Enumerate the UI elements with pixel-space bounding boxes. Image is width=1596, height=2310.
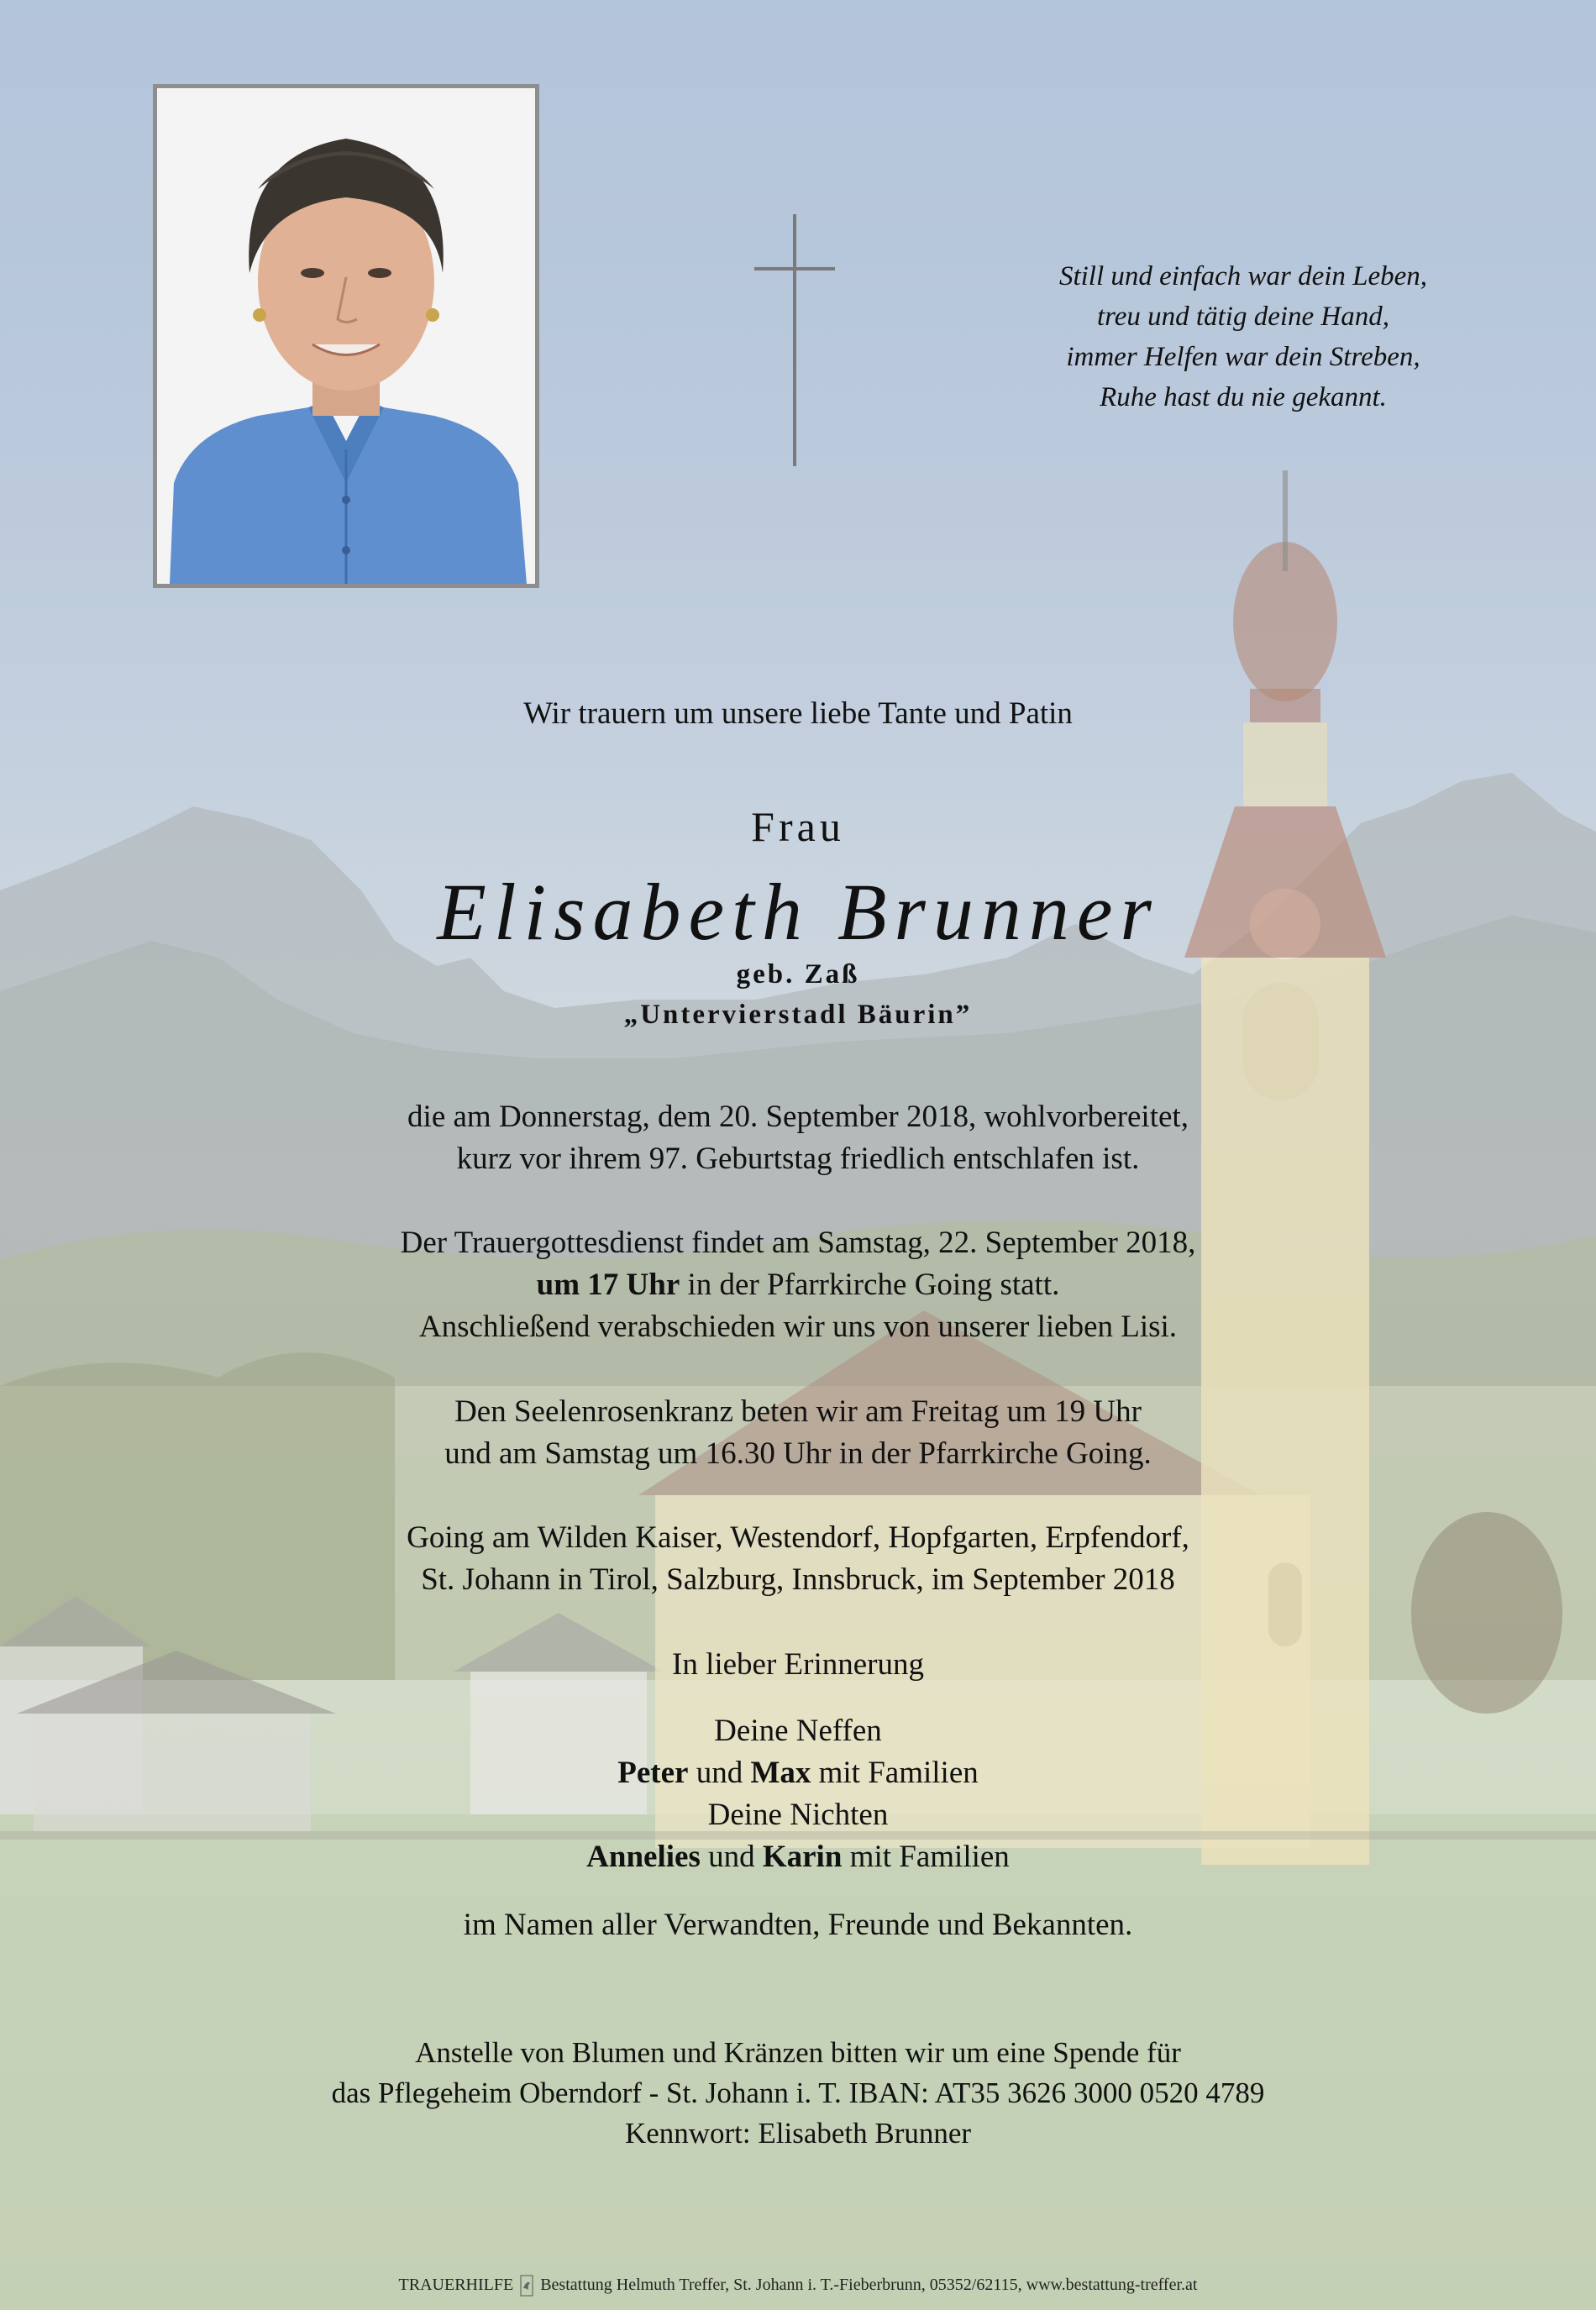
donation-line: Anstelle von Blumen und Kränzen bitten wir um eine Spende für	[415, 2036, 1181, 2069]
birth-name: geb. Zaß	[736, 959, 860, 990]
poem	[949, 256, 1537, 417]
mourner-name: Peter	[617, 1756, 689, 1790]
nephews-line	[0, 1752, 1596, 1794]
service-location: in der Pfarrkirche Going statt.	[680, 1268, 1060, 1302]
dove-logo-icon	[520, 2275, 533, 2297]
footer-text: Bestattung Helmuth Treffer, St. Johann i. T.-Fieberbrunn, 05352/62115, www.bestattung-treffer.at	[540, 2276, 1198, 2294]
memory-line: In lieber Erinnerung	[672, 1647, 924, 1682]
death-notice-line: kurz vor ihrem 97. Geburtstag friedlich entschlafen ist.	[456, 1142, 1140, 1176]
poem-line: Still und einfach war dein Leben,	[1058, 261, 1428, 291]
salutation: Frau	[751, 803, 845, 850]
portrait-illustration	[157, 88, 535, 584]
family-suffix: mit Familien	[811, 1756, 979, 1790]
death-notice	[0, 1096, 1596, 1180]
nickname: „Untervierstadl Bäurin”	[623, 1000, 973, 1030]
poem-line: Ruhe hast du nie gekannt.	[1100, 382, 1387, 412]
places-line: Going am Wilden Kaiser, Westendorf, Hopfgarten, Erpfendorf,	[407, 1520, 1189, 1555]
donation-notice	[0, 2033, 1596, 2154]
footer-brand: TRAUERHILFE	[398, 2276, 514, 2294]
footer	[0, 2275, 1596, 2297]
nieces-label: Deine Nichten	[707, 1798, 889, 1832]
mourner-name: Annelies	[586, 1840, 701, 1874]
nieces-line	[0, 1836, 1596, 1878]
donation-line: das Pflegeheim Oberndorf - St. Johann i. T. IBAN: AT35 3626 3000 0520 4789	[331, 2076, 1265, 2109]
mourner-name: Karin	[762, 1840, 843, 1874]
mourner-name: Max	[750, 1756, 811, 1790]
places-date	[0, 1517, 1596, 1601]
rosary-notice	[0, 1391, 1596, 1475]
rosary-line: Den Seelenrosenkranz beten wir am Freitag um 19 Uhr	[454, 1394, 1142, 1429]
donation-line: Kennwort: Elisabeth Brunner	[624, 2117, 972, 2150]
family-mourners	[0, 1710, 1596, 1878]
service-line: Der Trauergottesdienst findet am Samstag, 22. September 2018,	[400, 1226, 1196, 1260]
intro-line: Wir trauern um unsere liebe Tante und Patin	[523, 696, 1073, 731]
service-time: um 17 Uhr	[536, 1268, 680, 1302]
service-line	[0, 1264, 1596, 1306]
funeral-service	[0, 1222, 1596, 1348]
portrait-photo	[153, 84, 539, 588]
rosary-line: und am Samstag um 16.30 Uhr in der Pfarrkirche Going.	[444, 1436, 1152, 1471]
family-suffix: mit Familien	[842, 1840, 1010, 1874]
nephews-label: Deine Neffen	[714, 1714, 882, 1748]
poem-line: treu und tätig deine Hand,	[1097, 302, 1389, 332]
service-line: Anschließend verabschieden wir uns von unserer lieben Lisi.	[418, 1310, 1178, 1344]
cross-icon	[754, 214, 835, 466]
conjunction: und	[700, 1840, 763, 1874]
conjunction: und	[688, 1756, 751, 1790]
deceased-name: Elisabeth Brunner	[437, 867, 1159, 957]
places-line: St. Johann in Tirol, Salzburg, Innsbruck, im September 2018	[421, 1562, 1175, 1597]
on-behalf-line: im Namen aller Verwandten, Freunde und Bekannten.	[463, 1908, 1133, 1942]
poem-line: immer Helfen war dein Streben,	[1066, 342, 1420, 372]
death-notice-line: die am Donnerstag, dem 20. September 2018, wohlvorbereitet,	[407, 1100, 1189, 1134]
